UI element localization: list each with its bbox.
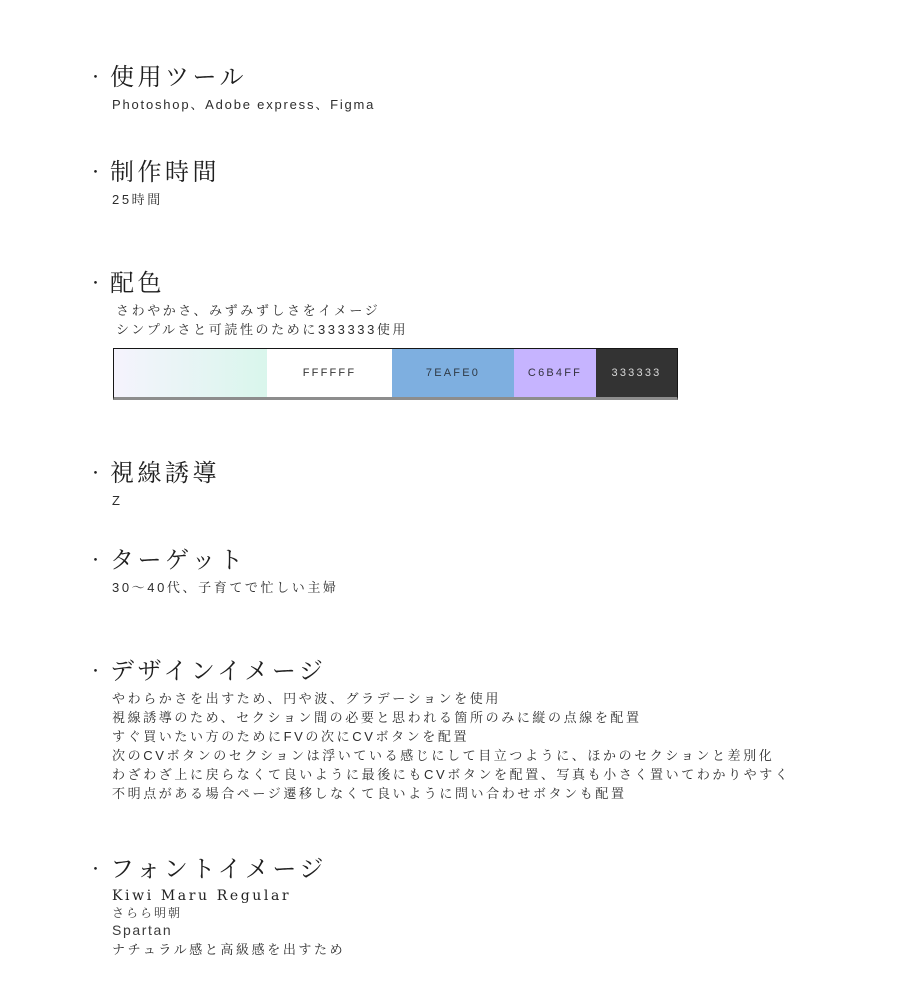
section-body xyxy=(112,887,888,960)
design-note-line: 次のCVボタンのセクションは浮いている感じにして目立つように、ほかのセクションと差別化 xyxy=(112,748,775,763)
design-note-line: わざわざ上に戻らなくて良いように最後にもCVボタンを配置、写真も小さく置いてわかりやすく xyxy=(112,767,791,782)
swatch-hex-label: C6B4FF xyxy=(527,367,583,379)
section-heading xyxy=(88,854,888,885)
color-palette-bar xyxy=(113,348,678,400)
font-purpose-note: ナチュラル感と高級感を出すため xyxy=(112,942,346,957)
section-font-image xyxy=(88,854,888,960)
section-title: デザインイメージ xyxy=(110,658,327,685)
section-body xyxy=(112,491,888,510)
section-title: ターゲット xyxy=(110,547,247,574)
target-audience-value: 30〜40代、子育てで忙しい主婦 xyxy=(112,580,339,595)
section-body xyxy=(112,190,888,209)
bullet-icon: ・ xyxy=(88,663,104,680)
section-production-time xyxy=(88,157,888,209)
bullet-icon: ・ xyxy=(88,275,104,292)
purple-swatch xyxy=(514,349,596,397)
color-note-line: シンプルさと可読性のために333333使用 xyxy=(116,322,409,337)
section-heading xyxy=(88,62,888,93)
section-title: 視線誘導 xyxy=(110,460,221,487)
swatch-hex-label: 333333 xyxy=(611,367,662,379)
section-gaze-guidance xyxy=(88,458,888,510)
swatch-hex-label: 7EAFE0 xyxy=(425,367,481,379)
bullet-icon: ・ xyxy=(88,861,104,878)
design-note-line: すぐ買いたい方のためにFVの次にCVボタンを配置 xyxy=(112,729,470,744)
gradient-swatch xyxy=(114,349,267,397)
section-heading xyxy=(88,157,888,188)
white-swatch xyxy=(267,349,392,397)
design-note-line: 不明点がある場合ページ遷移しなくて良いように問い合わせボタンも配置 xyxy=(112,786,627,801)
section-design-image xyxy=(88,656,888,803)
section-heading xyxy=(88,656,888,687)
section-used-tools xyxy=(88,62,888,114)
swatch-hex-label: FFFFFF xyxy=(302,367,357,379)
section-title: 制作時間 xyxy=(110,159,221,186)
font-name-spartan: Spartan xyxy=(112,922,173,938)
tools-list: Photoshop、Adobe express、Figma xyxy=(112,97,376,112)
bullet-icon: ・ xyxy=(88,69,104,86)
section-body xyxy=(112,689,888,803)
bullet-icon: ・ xyxy=(88,164,104,181)
section-title: 配色 xyxy=(110,270,166,297)
section-body xyxy=(112,578,888,597)
section-heading xyxy=(88,458,888,489)
bullet-icon: ・ xyxy=(88,552,104,569)
font-name-sarara-mincho: さらら明朝 xyxy=(112,906,183,920)
design-note-line: やわらかさを出すため、円や波、グラデーションを使用 xyxy=(112,691,501,706)
section-color-scheme xyxy=(88,268,888,400)
section-title: 使用ツール xyxy=(110,64,248,91)
section-heading xyxy=(88,545,888,576)
bullet-icon: ・ xyxy=(88,465,104,482)
section-body xyxy=(116,301,888,339)
dark-swatch xyxy=(596,349,677,397)
section-title: フォントイメージ xyxy=(110,856,327,883)
section-body xyxy=(112,95,888,114)
production-time-value: 25時間 xyxy=(112,192,163,207)
blue-swatch xyxy=(392,349,514,397)
font-name-kiwi-maru: Kiwi Maru Regular xyxy=(112,888,292,904)
color-note-line: さわやかさ、みずみずしさをイメージ xyxy=(116,303,381,318)
section-heading xyxy=(88,268,888,299)
section-target xyxy=(88,545,888,597)
design-note-line: 視線誘導のため、セクション間の必要と思われる箇所のみに縦の点線を配置 xyxy=(112,710,642,725)
gaze-pattern-value: Z xyxy=(112,493,122,508)
